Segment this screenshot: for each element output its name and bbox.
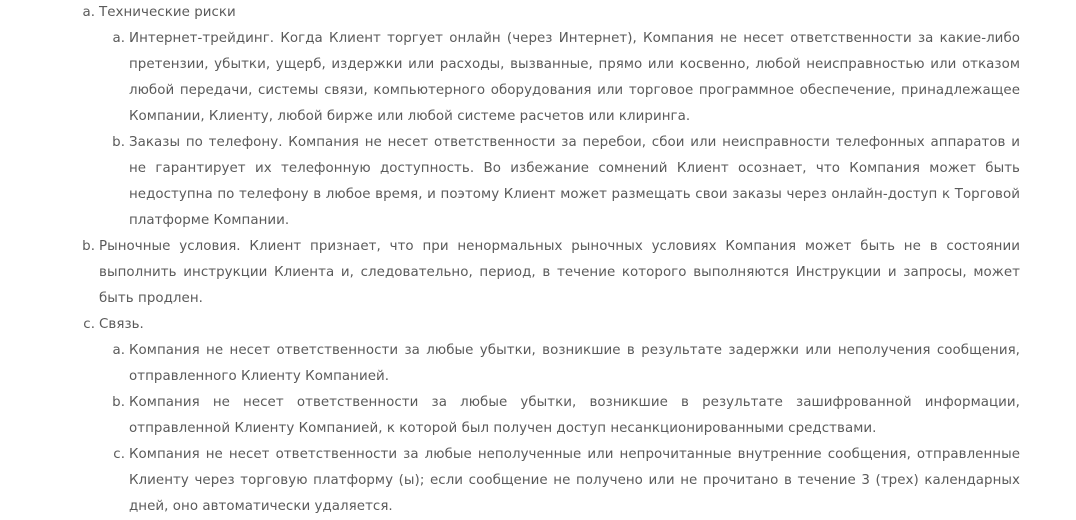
list-marker: b.	[112, 395, 125, 410]
subitem-message-delay	[112, 338, 1020, 390]
list-marker: c.	[83, 317, 95, 332]
section-communication	[83, 312, 1020, 338]
section-title: Связь.	[99, 317, 144, 332]
subitem-internal-messages	[113, 442, 1020, 520]
paragraph: Компания не несет ответственности за любые неполученные или непрочитанные внутренние сообщения, отправленные Клиенту через торговую платформу (ы); если сообщение не получено или не прочитано в течение 3 (трех) календарных дней, оно автоматически удаляется.	[129, 447, 1020, 514]
list-marker: b.	[112, 135, 125, 150]
paragraph: Рыночные условия. Клиент признает, что при ненормальных рыночных условиях Компания может быть не в состоянии выполнить инструкции Клиента и, следовательно, период, в течение которого выполняются Инструкции и запросы, может быть продлен.	[99, 239, 1020, 306]
subitem-encrypted-info	[112, 390, 1020, 442]
paragraph: Компания не несет ответственности за любые убытки, возникшие в результате зашифрованной информации, отправленной Клиенту Компанией, к которой был получен доступ несанкционированными средствами.	[129, 395, 1020, 436]
paragraph: Заказы по телефону. Компания не несет ответственности за перебои, сбои или неисправности телефонных аппаратов и не гарантирует их телефонную доступность. Во избежание сомнений Клиент осознает, что Компания может быть недоступна по телефону в любое время, и поэтому Клиент может размещать свои заказы через онлайн-доступ к Торговой платформе Компании.	[129, 135, 1020, 228]
paragraph: Интернет-трейдинг. Когда Клиент торгует онлайн (через Интернет), Компания не несет ответственности за какие-либо претензии, убытки, ущерб, издержки или расходы, вызванные, прямо или косвенно, любой неисправностью или отказом любой передачи, системы связи, компьютерного оборудования или торговое программное обеспечение, принадлежащее Компании, Клиенту, любой бирже или любой системе расчетов или клиринга.	[129, 31, 1020, 124]
subitem-phone-orders	[112, 130, 1020, 234]
paragraph: Компания не несет ответственности за любые убытки, возникшие в результате задержки или неполучения сообщения, отправленного Клиенту Компанией.	[129, 343, 1020, 384]
section-technical-risks	[82, 0, 1020, 26]
subitem-internet-trading	[112, 26, 1020, 130]
list-marker: a.	[112, 31, 125, 46]
list-marker: a.	[112, 343, 125, 358]
list-marker: a.	[82, 5, 95, 20]
list-marker: c.	[113, 447, 125, 462]
list-marker: b.	[82, 239, 95, 254]
section-title: Технические риски	[99, 5, 236, 20]
section-market-conditions	[82, 234, 1020, 312]
